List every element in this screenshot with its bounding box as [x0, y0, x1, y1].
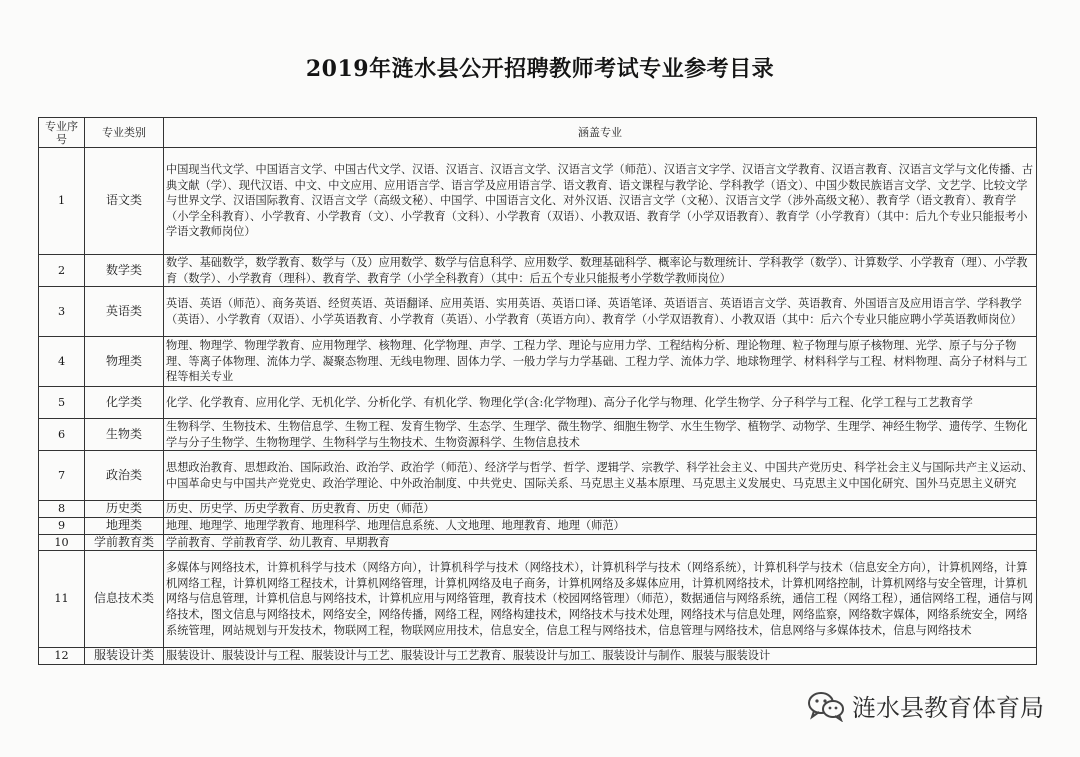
row-coverage: 思想政治教育、思想政治、国际政治、政治学、政治学（师范）、经济学与哲学、哲学、逻辑学、宗教学、科学社会主义、中国共产党历史、科学社会主义与国际共产主义运动、中国革命史与中国共产党党史、政治学理论、中外政治制度、中共党史、国际关系、马克思主义基本原理、马克思主义发展史、马克思主义中国化研究、国外马克思主义研究 [164, 451, 1037, 501]
row-coverage: 数学、基础数学，数学教育、数学与（及）应用数学、数学与信息科学、应用数学、数理基础科学、概率论与数理统计、学科教学（数学）、计算数学、小学教育（理）、小学教育（数学）、小学教育（理科）、教育学、教育学（小学全科教育）（其中：后五个专业只能报考小学数学教师岗位） [164, 255, 1037, 287]
row-no: 2 [39, 255, 85, 287]
table-row [39, 534, 1037, 551]
row-no: 7 [39, 451, 85, 501]
row-category: 地理类 [85, 517, 164, 534]
table-row [39, 255, 1037, 287]
row-coverage: 地理、地理学、地理学教育、地理科学、地理信息系统、人文地理、地理教育、地理（师范） [164, 517, 1037, 534]
row-no: 12 [39, 648, 85, 665]
row-no: 3 [39, 287, 85, 337]
major-catalog-table [38, 117, 1037, 665]
header-category: 专业类别 [85, 118, 164, 148]
header-no: 专业序号 [39, 118, 85, 148]
row-no: 8 [39, 501, 85, 518]
row-coverage: 生物科学、生物技术、生物信息学、生物工程、发育生物学、生态学、生理学、微生物学、细胞生物学、水生生物学、植物学、动物学、生理学、神经生物学、遗传学、生物化学与分子生物学、生物物理学、生物科学与生物技术、生物资源科学、生物信息技术 [164, 419, 1037, 451]
table-row [39, 419, 1037, 451]
row-coverage: 学前教育、学前教育学、幼儿教育、早期教育 [164, 534, 1037, 551]
row-coverage: 中国现当代文学、中国语言文学、中国古代文学、汉语、汉语言、汉语言文学、汉语言文学（师范）、汉语言文字学、汉语言文学教育、汉语言教育、汉语言文学与文化传播、古典文献（学）、现代汉语、中文、中文应用、应用语言学、语言学及应用语言学、语文教育、语文课程与教学论、学科教学（语文）、中国少数民族语言文学、文艺学、比较文学与世界文学、汉语国际教育、汉语言文学（高级文秘）、中国学、中国语言文化、对外汉语、汉语言文学（文秘）、汉语言文学（涉外高级文秘）、教育学（语文教育）、教育学（小学全科教育）、小学教育、小学教育（文）、小学教育（文科）、小学教育（双语）、小教双语、教育学（小学双语教育）、教育学（小学教育）（其中：后九个专业只能报考小学语文教师岗位） [164, 148, 1037, 255]
publisher-watermark [806, 688, 1044, 723]
row-coverage: 服装设计、服装设计与工程、服装设计与工艺、服装设计与工艺教育、服装设计与加工、服装设计与制作、服装与服装设计 [164, 648, 1037, 665]
row-no: 1 [39, 148, 85, 255]
row-no: 10 [39, 534, 85, 551]
row-no: 11 [39, 551, 85, 648]
table-row [39, 287, 1037, 337]
header-coverage: 涵盖专业 [164, 118, 1037, 148]
table-row [39, 517, 1037, 534]
row-no: 4 [39, 337, 85, 387]
row-category: 历史类 [85, 501, 164, 518]
watermark-text: 涟水县教育体育局 [852, 694, 1044, 722]
row-no: 6 [39, 419, 85, 451]
row-no: 5 [39, 387, 85, 419]
row-category: 信息技术类 [85, 551, 164, 648]
row-coverage: 化学、化学教育、应用化学、无机化学、分析化学、有机化学、物理化学(含:化学物理)、高分子化学与物理、化学生物学、分子科学与工程、化学工程与工艺教育学 [164, 387, 1037, 419]
row-category: 数学类 [85, 255, 164, 287]
row-coverage: 物理、物理学、物理学教育、应用物理学、核物理、化学物理、声学、工程力学、理论与应用力学、工程结构分析、理论物理、粒子物理与原子核物理、光学、原子与分子物理、等离子体物理、流体力学、凝聚态物理、无线电物理、固体力学、一般力学与力学基础、工程力学、流体力学、地球物理学、材料科学与工程、材料物理、高分子材料与工程等相关专业 [164, 337, 1037, 387]
table-header-row [39, 118, 1037, 148]
table-row [39, 648, 1037, 665]
row-category: 生物类 [85, 419, 164, 451]
table-row [39, 148, 1037, 255]
row-category: 英语类 [85, 287, 164, 337]
row-no: 9 [39, 517, 85, 534]
table-row [39, 501, 1037, 518]
wechat-icon [806, 690, 846, 722]
row-category: 政治类 [85, 451, 164, 501]
row-category: 语文类 [85, 148, 164, 255]
row-category: 学前教育类 [85, 534, 164, 551]
row-coverage: 英语、英语（师范）、商务英语、经贸英语、英语翻译、应用英语、实用英语、英语口译、英语笔译、英语语言、英语语言文学、英语教育、外国语言及应用语言学、学科教学（英语）、小学教育（双语）、小学英语教育、小学教育（英语）、小学教育（英语方向）、教育学（小学双语教育）、小教双语（其中：后六个专业只能应聘小学英语教师岗位） [164, 287, 1037, 337]
table-row [39, 551, 1037, 648]
table-row [39, 387, 1037, 419]
table-row [39, 451, 1037, 501]
row-category: 化学类 [85, 387, 164, 419]
row-category: 物理类 [85, 337, 164, 387]
table-row [39, 337, 1037, 387]
document-title: 2019年涟水县公开招聘教师考试专业参考目录 [305, 56, 775, 82]
row-coverage: 多媒体与网络技术，计算机科学与技术（网络方向），计算机科学与技术（网络技术），计算机科学与技术（网络系统），计算机科学与技术（信息安全方向），计算机网络，计算机网络工程，计算机网络工程技术，计算机网络管理，计算机网络及电子商务，计算机网络及多媒体应用，计算机网络技术，计算机网络控制，计算机网络与安全管理，计算机网络与信息管理，计算机信息与网络技术，计算机应用与网络管理，教育技术（校园网络管理）（师范），数据通信与网络系统，通信工程（网络工程），通信网络工程，通信与网络技术，图文信息与网络技术，网络安全，网络传播，网络工程，网络构建技术，网络技术与技术处理，网络技术与信息处理，网络监察，网络数字媒体，网络系统安全，网络系统管理，网站规划与开发技术，物联网工程，物联网应用技术，信息安全，信息工程与网络技术，信息管理与网络技术，信息网络与多媒体技术，信息与网络技术 [164, 551, 1037, 648]
row-coverage: 历史、历史学、历史学教育、历史教育、历史（师范） [164, 501, 1037, 518]
row-category: 服装设计类 [85, 648, 164, 665]
